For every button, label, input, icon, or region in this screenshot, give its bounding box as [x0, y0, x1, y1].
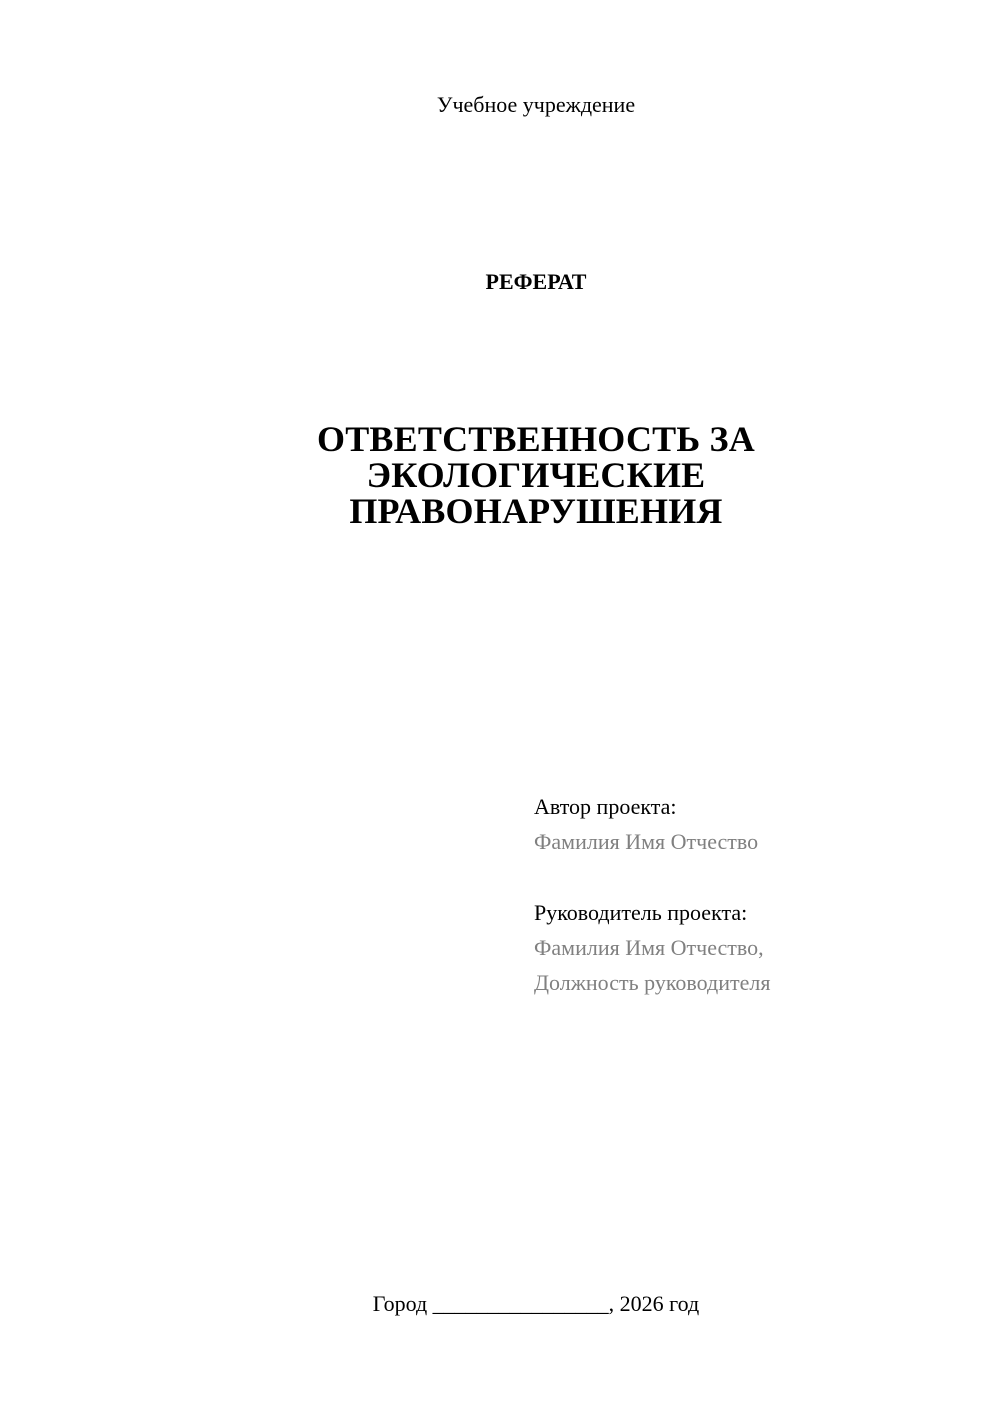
document-title-line: ЭКОЛОГИЧЕСКИЕ — [366, 455, 706, 495]
institution-name: Учебное учреждение — [436, 92, 636, 117]
supervisor-label: Руководитель проекта: — [534, 900, 748, 925]
author-label: Автор проекта: — [534, 794, 677, 819]
document-type: РЕФЕРАТ — [485, 269, 587, 294]
credits-block — [534, 789, 974, 1000]
document-title-line: ПРАВОНАРУШЕНИЯ — [349, 491, 723, 531]
supervisor-name-placeholder: Фамилия Имя Отчество, — [534, 935, 764, 960]
author-name-placeholder: Фамилия Имя Отчество — [534, 829, 759, 854]
document-title — [236, 421, 836, 529]
supervisor-position-placeholder: Должность руководителя — [534, 970, 771, 995]
credits-spacer — [534, 859, 974, 895]
city-year-line: Город ________________, 2026 год — [372, 1291, 700, 1316]
document-title-line: ОТВЕТСТВЕННОСТЬ ЗА — [317, 419, 755, 459]
